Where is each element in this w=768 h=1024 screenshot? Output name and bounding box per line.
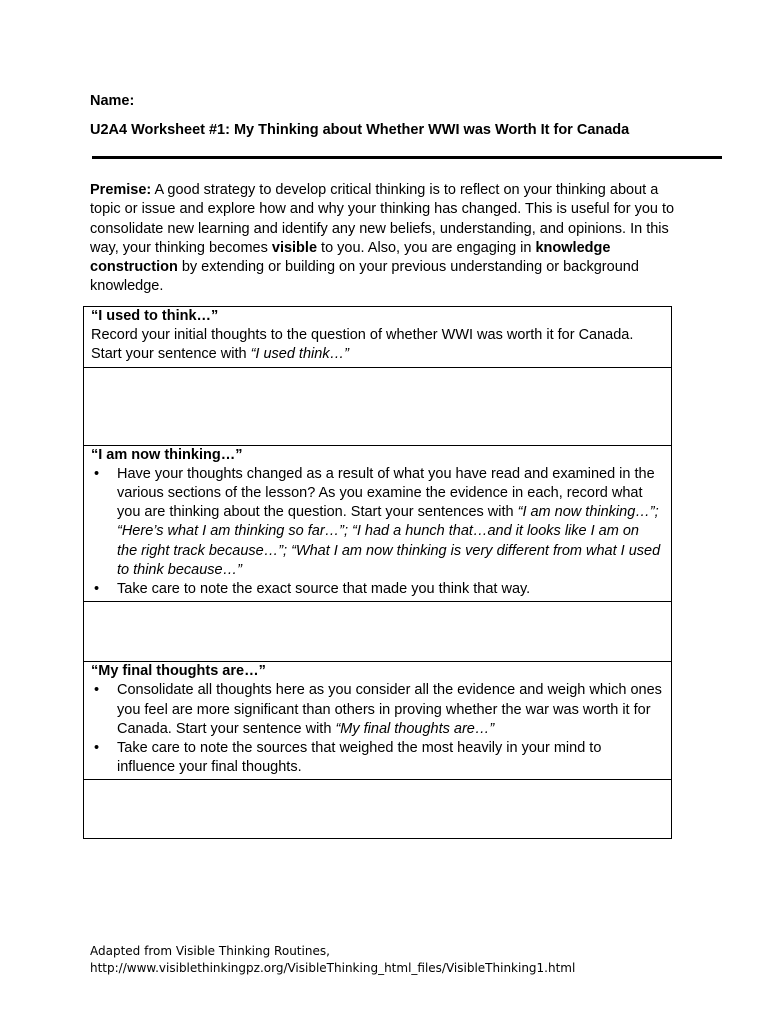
used-to-think-answer-cell[interactable] [84,367,672,445]
now-thinking-answer-row [84,602,672,662]
bullet-icon: • [94,581,100,598]
final-thoughts-bullet-2-text: Take care to note the sources that weighed the most heavily in your mind to influence your final thoughts. [117,740,602,776]
name-label: Name: [90,93,135,109]
final-thoughts-answer-row [84,780,672,839]
footer-line-1: Adapted from Visible Thinking Routines, [90,944,330,958]
premise-bold-visible: visible [271,239,318,256]
final-thoughts-bullet-1-italic: “My final thoughts are…” [335,720,495,737]
bullet-icon: • [94,682,100,699]
now-thinking-bullet-list [91,465,663,599]
now-thinking-prompt-cell [84,445,672,602]
premise-text-3: by extending or building on your previous understanding or background knowledge. [90,259,639,295]
now-thinking-prompt-row [84,445,672,602]
premise-bold-knowledge-construction: knowledge construction [90,239,611,276]
final-thoughts-bullet-1-text: Consolidate all thoughts here as you consider all the evidence and weigh which ones you feel are more significant than others in proving whether the war was worth it for Canada. Start your sentence with [117,682,662,737]
premise-label: Premise: [90,182,152,198]
premise-text-2: to you. Also, you are engaging in [317,239,536,256]
used-to-think-instruction-italic: “I used think…” [250,346,349,363]
bullet-icon: • [94,740,100,757]
final-thoughts-prompt-cell [84,662,672,780]
final-thoughts-answer-cell[interactable] [84,780,672,839]
now-thinking-title: “I am now thinking…” [91,446,243,463]
title-divider [92,156,722,159]
footer-attribution [90,943,575,977]
now-thinking-bullet-1-italic: “I am now thinking…”; “Here’s what I am thinking so far…”; “I had a hunch that…and it looks like I am on the right track because…”; “What I am now thinking is very different from what I used to think because…” [117,504,661,578]
bullet-icon: • [94,465,100,482]
list-item [91,681,663,739]
used-to-think-answer-row [84,367,672,445]
final-thoughts-title: “My final thoughts are…” [91,663,266,680]
premise-paragraph [90,181,680,297]
final-thoughts-bullet-list [91,681,663,777]
used-to-think-prompt-cell [84,307,672,368]
now-thinking-bullet-1-text: Have your thoughts changed as a result of what you have read and examined in the various sections of the lesson? As you examine the evidence in each, record what you are thinking about the question. Start your sentences with [117,465,655,521]
used-to-think-prompt-row [84,307,672,368]
worksheet-title: U2A4 Worksheet #1: My Thinking about Whether WWI was Worth It for Canada [90,122,630,138]
list-item [91,580,663,599]
now-thinking-answer-cell[interactable] [84,602,672,662]
thinking-table [83,306,672,839]
used-to-think-instruction: Record your initial thoughts to the question of whether WWI was worth it for Canada. Start your sentence with [91,327,634,363]
now-thinking-bullet-2-text: Take care to note the exact source that made you think that way. [117,581,531,598]
list-item [91,465,663,580]
premise-text-1: A good strategy to develop critical thinking is to reflect on your thinking about a topic or issue and explore how and why your thinking has changed. This is useful for you to consolidate new learning and identify any new beliefs, understanding, and opinions. In this way, your thinking becomes [90,182,675,256]
footer-source-link[interactable]: http://www.visiblethinkingpz.org/VisibleThinking_html_files/VisibleThinking1.html [90,961,576,975]
list-item [91,739,663,777]
used-to-think-title: “I used to think…” [91,308,219,324]
final-thoughts-prompt-row [84,662,672,780]
